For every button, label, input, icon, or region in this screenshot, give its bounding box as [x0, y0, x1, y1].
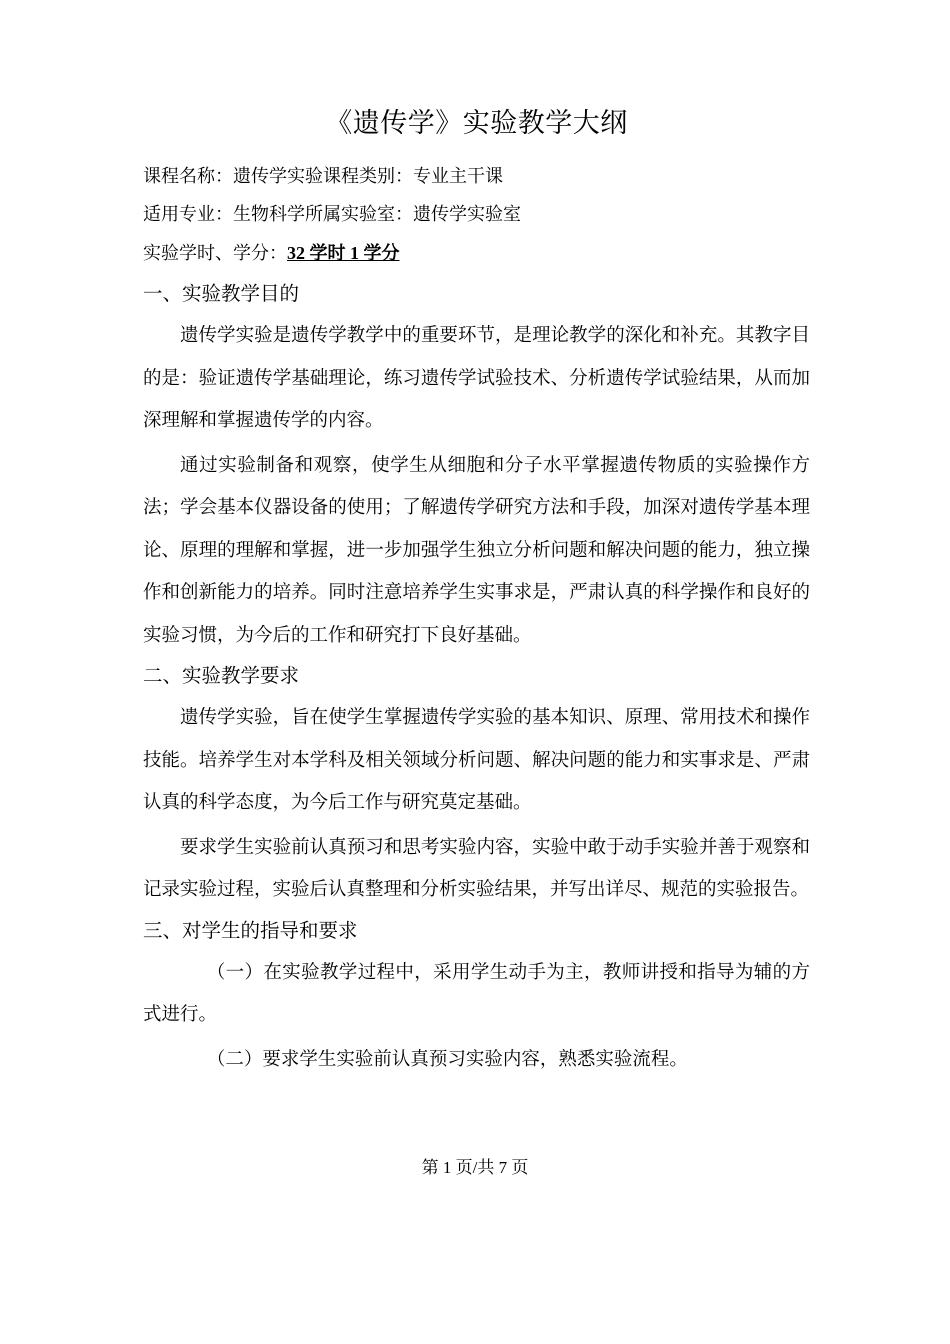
section-heading-requirements: 二、实验教学要求 — [143, 664, 300, 687]
page-number-footer: 第 1 页/共 7 页 — [421, 1158, 529, 1177]
course-name-line: 课程名称：遗传学实验课程类别：专业主干课 — [143, 166, 503, 187]
document-title: 《遗传学》实验教学大纲 — [325, 108, 628, 139]
section-heading-purpose: 一、实验教学目的 — [143, 282, 300, 305]
paragraph: （一）在实验教学过程中，采用学生动手为主，教师讲授和指导为辅的方式进行。 — [143, 961, 810, 1025]
paragraph: 通过实验制备和观察，使学生从细胞和分子水平掌握遗传物质的实验操作方法；学会基本仪器设备的使用；了解遗传学研究方法和手段，加深对遗传学基本理论、原理的理解和掌握，进一步加强学生独立分析问题和解决问题的能力，独立操作和创新能力的培养。同时注意培养学生实事求是，严肃认真的科学操作和良好的实验习惯，为今后的工作和研究打下良好基础。 — [143, 454, 810, 646]
section-heading-guidance: 三、对学生的指导和要求 — [143, 918, 358, 942]
hours-credits-label: 实验学时、学分： — [143, 243, 287, 264]
document-body — [143, 104, 810, 1083]
paragraph: （二）要求学生实验前认真预习实验内容，熟悉实验流程。 — [206, 1048, 688, 1070]
paragraph: 要求学生实验前认真预习和思考实验内容，实验中敢于动手实验并善于观察和记录实验过程，实验后认真整理和分析实验结果，并写出详尽、规范的实验报告。 — [143, 836, 810, 900]
paragraph: 遗传学实验，旨在使学生掌握遗传学实验的基本知识、原理、常用技术和操作技能。培养学生对本学科及相关领域分析问题、解决问题的能力和实事求是、严肃认真的科学态度，为今后工作与研究莫定基础。 — [143, 707, 810, 813]
paragraph: 遗传学实验是遗传学教学中的重要环节，是理论教学的深化和补充。其教字目的是：验证遗传学基础理论，练习遗传学试验技术、分析遗传学试验结果，从而加深理解和掌握遗传学的内容。 — [143, 325, 810, 431]
hours-credits-value: 32 学时 1 学分 — [287, 243, 400, 263]
major-line: 适用专业：生物科学所属实验室：遗传学实验室 — [143, 204, 521, 225]
hours-credits-line — [143, 242, 810, 265]
